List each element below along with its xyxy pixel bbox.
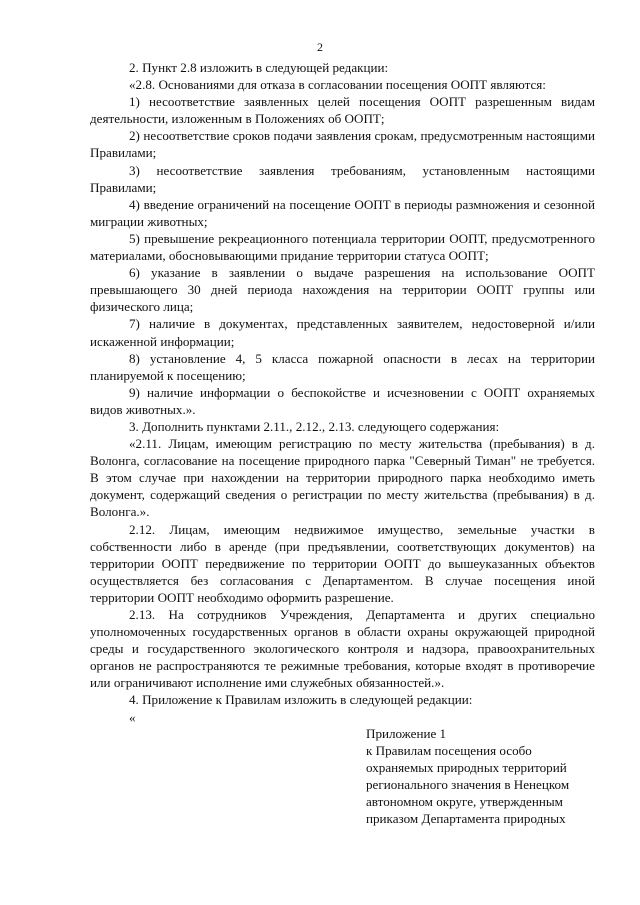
annex-header (366, 725, 606, 828)
paragraph-2-13: 2.13. На сотрудников Учреждения, Департамента и других специально уполномоченных государственных органов в области охраны окружающей природной среды и государственного экологического контроля и надзора, правоохранительных органов не распространяются те режимные требования, которые входят в противоречие или ограничивают исполнение ими служебных обязанностей.». (90, 607, 595, 691)
annex-line: приказом Департамента природных (366, 811, 566, 827)
list-item-4: 4) введение ограничений на посещение ООПТ в периоды размножения и сезонной миграции животных; (90, 196, 595, 229)
annex-line: регионального значения в Ненецком (366, 777, 570, 793)
paragraph-2-8-intro: «2.8. Основаниями для отказа в согласовании посещения ООПТ являются: (129, 77, 546, 93)
annex-line: к Правилам посещения особо (366, 743, 532, 759)
paragraph-item-3-heading: 3. Дополнить пунктами 2.11., 2.12., 2.13. следующего содержания: (129, 418, 500, 434)
opening-quote: « (129, 709, 136, 725)
paragraph-item-2-heading: 2. Пункт 2.8 изложить в следующей редакции: (129, 60, 389, 75)
list-item-5: 5) превышение рекреационного потенциала территории ООПТ, предусмотренного материалами, обосновывающими придание территории статуса ООПТ; (90, 230, 595, 264)
document-body (90, 59, 595, 726)
paragraph-item-4-heading: 4. Приложение к Правилам изложить в следующей редакции: (129, 692, 473, 708)
annex-line: автономном округе, утвержденным (366, 794, 563, 810)
paragraph-2-12: 2.12. Лицам, имеющим недвижимое имущество, земельные участки в собственности либо в аренде (при предъявлении, соответствующих документов) на территории ООПТ передвижение по территории ООПТ до вышеуказанных объектов осуществляется без согласования с Департаментом. В случае посещения иной территории ООПТ необходимо оформить разрешение. (90, 521, 595, 605)
list-item-1: 1) несоответствие заявленных целей посещения ООПТ разрешенным видам деятельности, изложенным в Положениях об ООПТ; (90, 94, 595, 127)
list-item-7: 7) наличие в документах, представленных заявителем, недостоверной и/или искаженной информации; (90, 316, 595, 349)
paragraph-2-11: «2.11. Лицам, имеющим регистрацию по месту жительства (пребывания) в д. Волонга, согласование на посещение природного парка "Северный Тиман" не требуется. В этом случае при нахождении на территории природного парка необходимо иметь документ, содержащий сведения о регистрации по месту жительства (пребывания) в д. Волонга.». (90, 436, 595, 520)
list-item-3: 3) несоответствие заявления требованиям, установленным настоящими Правилами; (90, 162, 595, 195)
list-item-9: 9) наличие информации о беспокойстве и исчезновении с ООПТ охраняемых видов животных.». (90, 384, 595, 417)
list-item-6: 6) указание в заявлении о выдаче разрешения на использование ООПТ превышающего 30 дней периода нахождения на территории ООПТ группы или физического лица; (90, 265, 595, 315)
annex-line: охраняемых природных территорий (366, 760, 567, 776)
list-item-8: 8) установление 4, 5 класса пожарной опасности в лесах на территории планируемой к посещению; (90, 350, 595, 383)
list-item-2: 2) несоответствие сроков подачи заявления срокам, предусмотренным настоящими Правилами; (90, 128, 595, 161)
page-number: 2 (317, 40, 323, 54)
annex-line: Приложение 1 (366, 726, 447, 741)
